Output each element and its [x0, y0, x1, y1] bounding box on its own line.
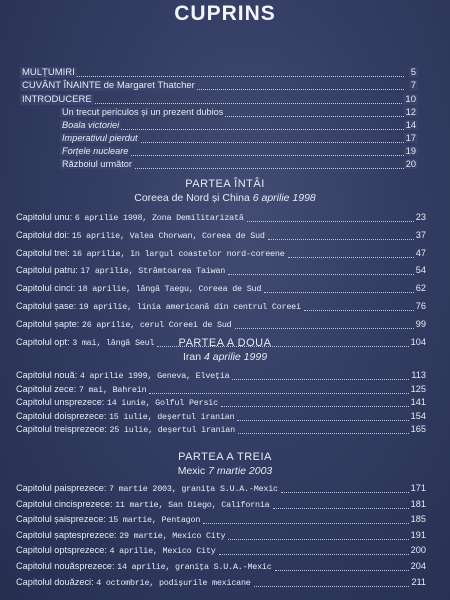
chapter-entry	[16, 561, 426, 574]
toc-subentry	[60, 120, 418, 132]
chapter-entry	[16, 514, 426, 527]
chapter-page: 141	[410, 397, 426, 408]
chapter-entry	[16, 397, 426, 410]
part-subtitle-text: Mexic	[177, 465, 206, 477]
toc-entry	[20, 67, 418, 79]
entry-page: 17	[405, 133, 416, 143]
chapter-entry	[16, 265, 426, 278]
chapter-description: 26 aprilie, cerul Coreei de Sud	[81, 319, 232, 330]
chapter-description: 15 martie, Pentagon	[108, 515, 201, 526]
entry-page: 14	[405, 120, 416, 130]
chapter-description: 6 aprilie 1998, Zona Demilitarizată	[74, 213, 244, 223]
chapter-label: Capitolul nouăsprezece:	[16, 561, 115, 571]
chapter-page: 99	[415, 318, 426, 329]
chapter-label: Capitolul trei:	[16, 247, 70, 258]
chapter-page: 200	[410, 545, 426, 556]
toc-subentry	[60, 107, 418, 119]
dot-leader	[268, 230, 414, 240]
chapter-description: 16 aprilie, în largul coastelor nord-coreene	[72, 248, 285, 259]
part-subtitle	[0, 351, 450, 363]
dot-leader	[203, 514, 409, 524]
chapter-label: Capitolul optsprezece:	[16, 545, 107, 556]
chapter-label: Capitolul șaisprezece:	[16, 514, 106, 525]
part-subtitle	[0, 465, 450, 477]
chapter-description: 19 aprilie, linia americană din centrul Coreei	[78, 302, 301, 312]
chapter-page: 113	[411, 370, 426, 380]
chapter-description: 4 aprilie 1999, Geneva, Elveția	[79, 371, 230, 381]
entry-title: MULȚUMIRI	[22, 67, 75, 78]
chapter-label: Capitolul nouă:	[16, 370, 78, 380]
toc-subentry	[60, 146, 418, 158]
chapter-page: 62	[415, 283, 426, 294]
entry-title: Războiul următor	[62, 159, 132, 169]
entry-page: 5	[410, 67, 416, 78]
entry-title: Un trecut periculos și un prezent dubios	[62, 107, 224, 117]
chapter-entry	[16, 384, 426, 397]
dot-leader	[228, 265, 414, 275]
chapter-page: 204	[410, 561, 426, 571]
chapter-entry	[16, 283, 426, 296]
dot-leader	[238, 424, 409, 434]
chapter-description: 29 martie, Mexico City	[119, 530, 226, 541]
chapter-entry	[16, 370, 426, 383]
chapter-page: 191	[410, 529, 426, 540]
toc-entry	[20, 94, 418, 106]
dot-leader	[221, 397, 409, 407]
entry-page: 7	[410, 80, 416, 91]
dot-leader	[264, 283, 414, 293]
chapter-label: Capitolul șaptesprezece:	[16, 529, 117, 540]
chapter-entry	[16, 545, 426, 558]
chapter-label: Capitolul doi:	[16, 229, 70, 240]
chapter-label: Capitolul patru:	[16, 265, 78, 276]
chapter-page: 54	[415, 265, 426, 276]
chapter-description: 14 aprilie, granița S.U.A.-Mexic	[117, 562, 272, 572]
chapter-label: Capitolul treisprezece:	[16, 424, 107, 435]
chapter-description: 25 iulie, deșertul iranian	[109, 425, 235, 436]
chapter-description: 18 aprilie, lângă Taegu, Coreea de Sud	[77, 284, 262, 295]
chapter-page: 23	[415, 212, 426, 222]
dot-leader	[273, 499, 409, 509]
dot-leader	[304, 301, 414, 311]
chapter-entry	[16, 424, 426, 437]
toc-entry	[20, 80, 418, 92]
chapter-label: Capitolul douăzeci:	[16, 576, 94, 587]
dot-leader	[288, 248, 414, 258]
chapter-page: 47	[415, 247, 426, 258]
entry-page: 10	[405, 94, 416, 105]
entry-title: Imperativul pierdut	[62, 133, 138, 143]
chapter-page: 165	[410, 424, 426, 435]
chapter-label: Capitolul cincisprezece:	[16, 498, 113, 509]
chapter-page: 37	[415, 229, 426, 240]
dot-leader	[228, 530, 408, 540]
part-heading: PARTEA A DOUA	[178, 337, 272, 349]
chapter-page: 211	[411, 576, 426, 587]
chapter-entry	[16, 212, 426, 225]
dot-leader	[254, 577, 410, 587]
page-title: CUPRINS	[174, 2, 276, 25]
dot-leader	[219, 545, 409, 555]
part-subtitle-text: Coreea de Nord și China	[134, 192, 250, 204]
chapter-entry	[16, 248, 426, 261]
dot-leader	[20, 76, 404, 77]
chapter-entry	[16, 319, 426, 332]
chapter-page: 154	[410, 410, 426, 421]
chapter-page: 125	[410, 383, 426, 394]
chapter-entry	[16, 530, 426, 543]
chapter-label: Capitolul șapte:	[16, 318, 80, 329]
chapter-entry	[16, 230, 426, 243]
part-subtitle-date: 6 aprilie 1998	[252, 192, 316, 204]
dot-leader	[247, 212, 414, 222]
chapter-entry	[16, 577, 426, 590]
chapter-entry	[16, 411, 426, 424]
chapter-page: 185	[410, 514, 426, 525]
entry-page: 20	[405, 159, 416, 169]
chapter-description: 4 aprilie, Mexico City	[109, 546, 216, 557]
chapter-entry	[16, 483, 426, 496]
dot-leader	[232, 370, 409, 380]
dot-leader	[281, 483, 409, 493]
toc-subentry	[60, 133, 418, 145]
chapter-page: 171	[410, 483, 426, 493]
part-heading: PARTEA ÎNTÂI	[185, 178, 265, 190]
entry-page: 19	[405, 146, 416, 156]
chapter-entry	[16, 301, 426, 314]
chapter-description: 11 martie, San Diego, California	[115, 499, 270, 510]
chapter-description: 15 iulie, deșertul iranian	[108, 411, 235, 422]
chapter-entry	[16, 499, 426, 512]
dot-leader	[237, 411, 408, 421]
part-subtitle-date: 4 aprilie 1999	[203, 351, 268, 363]
chapter-label: Capitolul unsprezece:	[16, 397, 105, 408]
part-subtitle-text: Iran	[182, 351, 202, 363]
chapter-description: 3 mai, lângă Seul	[72, 337, 155, 348]
chapter-label: Capitolul șase:	[16, 301, 77, 311]
part-subtitle	[0, 192, 450, 204]
toc-subentry	[60, 159, 418, 171]
dot-leader	[149, 384, 408, 394]
chapter-label: Capitolul zece:	[16, 383, 77, 394]
chapter-label: Capitolul cinci:	[16, 283, 76, 294]
entry-title: Forțele nucleare	[62, 146, 129, 156]
part-heading: PARTEA A TREIA	[178, 451, 272, 463]
entry-page: 12	[405, 107, 416, 117]
chapter-description: 7 mai, Bahrein	[78, 384, 147, 395]
chapter-description: 14 iunie, Golful Persic	[106, 398, 218, 409]
dot-leader	[235, 319, 414, 329]
chapter-description: 7 martie 2003, granița S.U.A.-Mexic	[108, 484, 278, 494]
chapter-label: Capitolul opt:	[16, 336, 70, 347]
entry-title: Boala victoriei	[62, 120, 120, 130]
chapter-page: 181	[410, 498, 426, 509]
chapter-description: 4 octombrie, podișurile mexicane	[96, 577, 251, 588]
dot-leader	[275, 561, 409, 571]
chapter-label: Capitolul paisprezece:	[16, 483, 107, 493]
chapter-label: Capitolul doisprezece:	[16, 410, 107, 421]
entry-title: INTRODUCERE	[22, 94, 92, 105]
chapter-page: 76	[415, 301, 426, 311]
chapter-description: 17 aprilie, Strâmtoarea Taiwan	[80, 266, 226, 277]
chapter-label: Capitolul unu:	[16, 212, 73, 222]
chapter-description: 15 aprilie, Valea Chorwan, Coreea de Sud	[71, 230, 265, 241]
part-subtitle-date: 7 martie 2003	[208, 465, 273, 477]
chapter-page: 104	[410, 336, 426, 347]
entry-title: CUVÂNT ÎNAINTE de Margaret Thatcher	[22, 80, 195, 91]
